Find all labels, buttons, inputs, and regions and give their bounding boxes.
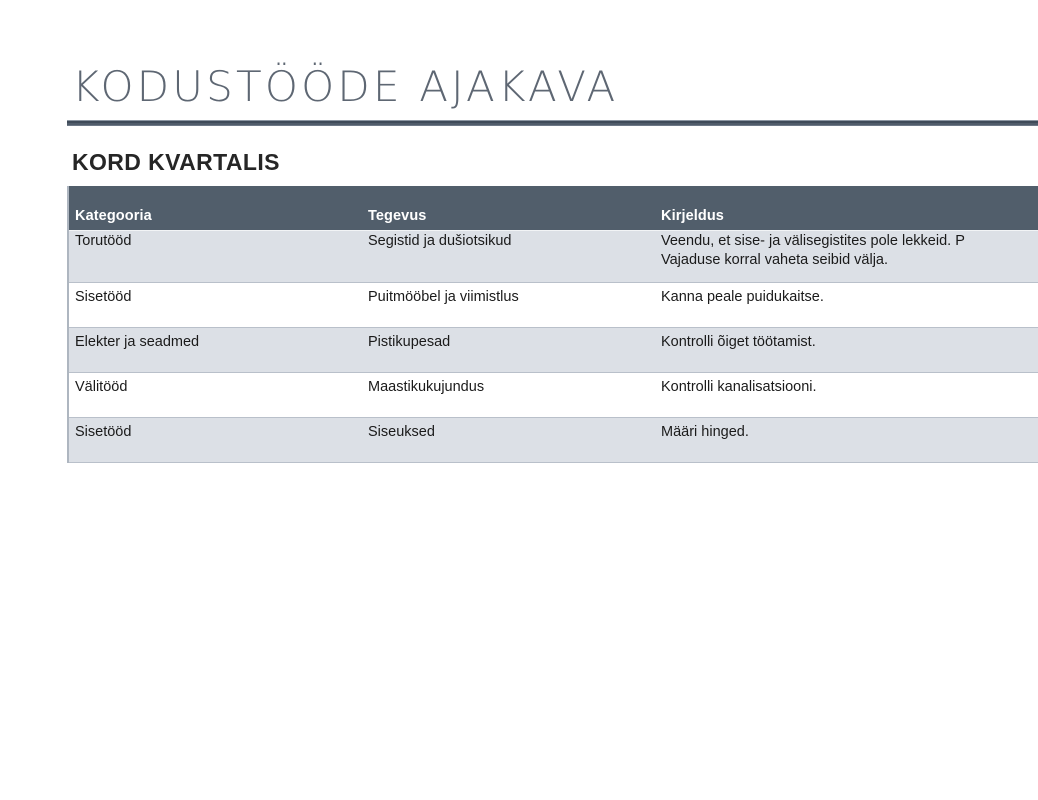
column-header-kategooria: Kategooria [68,186,362,231]
table-row [68,418,1038,463]
title-block [0,62,1038,126]
cell-kategooria: Välitööd [68,373,362,418]
cell-kategooria: Torutööd [68,231,362,283]
cell-kirjeldus [655,231,1038,283]
table-body [68,231,1038,463]
schedule-table [67,186,1038,463]
cell-kirjeldus: Määri hinged. [655,418,1038,463]
cell-kirjeldus: Kanna peale puidukaitse. [655,283,1038,328]
cell-kirjeldus-line-1: Veendu, et sise- ja välisegistites pole lekkeid. P [661,233,965,249]
cell-kategooria: Sisetööd [68,418,362,463]
section-heading: KORD KVARTALIS [72,149,280,175]
cell-tegevus: Puitmööbel ja viimistlus [362,283,655,328]
cell-tegevus: Pistikupesad [362,328,655,373]
cell-kirjeldus-line-2: Vajaduse korral vaheta seibid välja. [661,252,889,268]
column-header-kirjeldus: Kirjeldus [655,186,1038,231]
table-row [68,283,1038,328]
cell-tegevus: Segistid ja dušiotsikud [362,231,655,283]
cell-tegevus: Siseuksed [362,418,655,463]
cell-kategooria: Elekter ja seadmed [68,328,362,373]
cell-kirjeldus: Kontrolli kanalisatsiooni. [655,373,1038,418]
page-title: KODUSTÖÖDE AJAKAVA [72,62,619,111]
cell-tegevus: Maastikukujundus [362,373,655,418]
table-row [68,328,1038,373]
table-row [68,231,1038,283]
table-header-row [68,186,1038,231]
title-divider-rule [67,120,1038,126]
cell-kirjeldus: Kontrolli õiget töötamist. [655,328,1038,373]
cell-kategooria: Sisetööd [68,283,362,328]
column-header-tegevus: Tegevus [362,186,655,231]
table-row [68,373,1038,418]
table-header [68,186,1038,231]
